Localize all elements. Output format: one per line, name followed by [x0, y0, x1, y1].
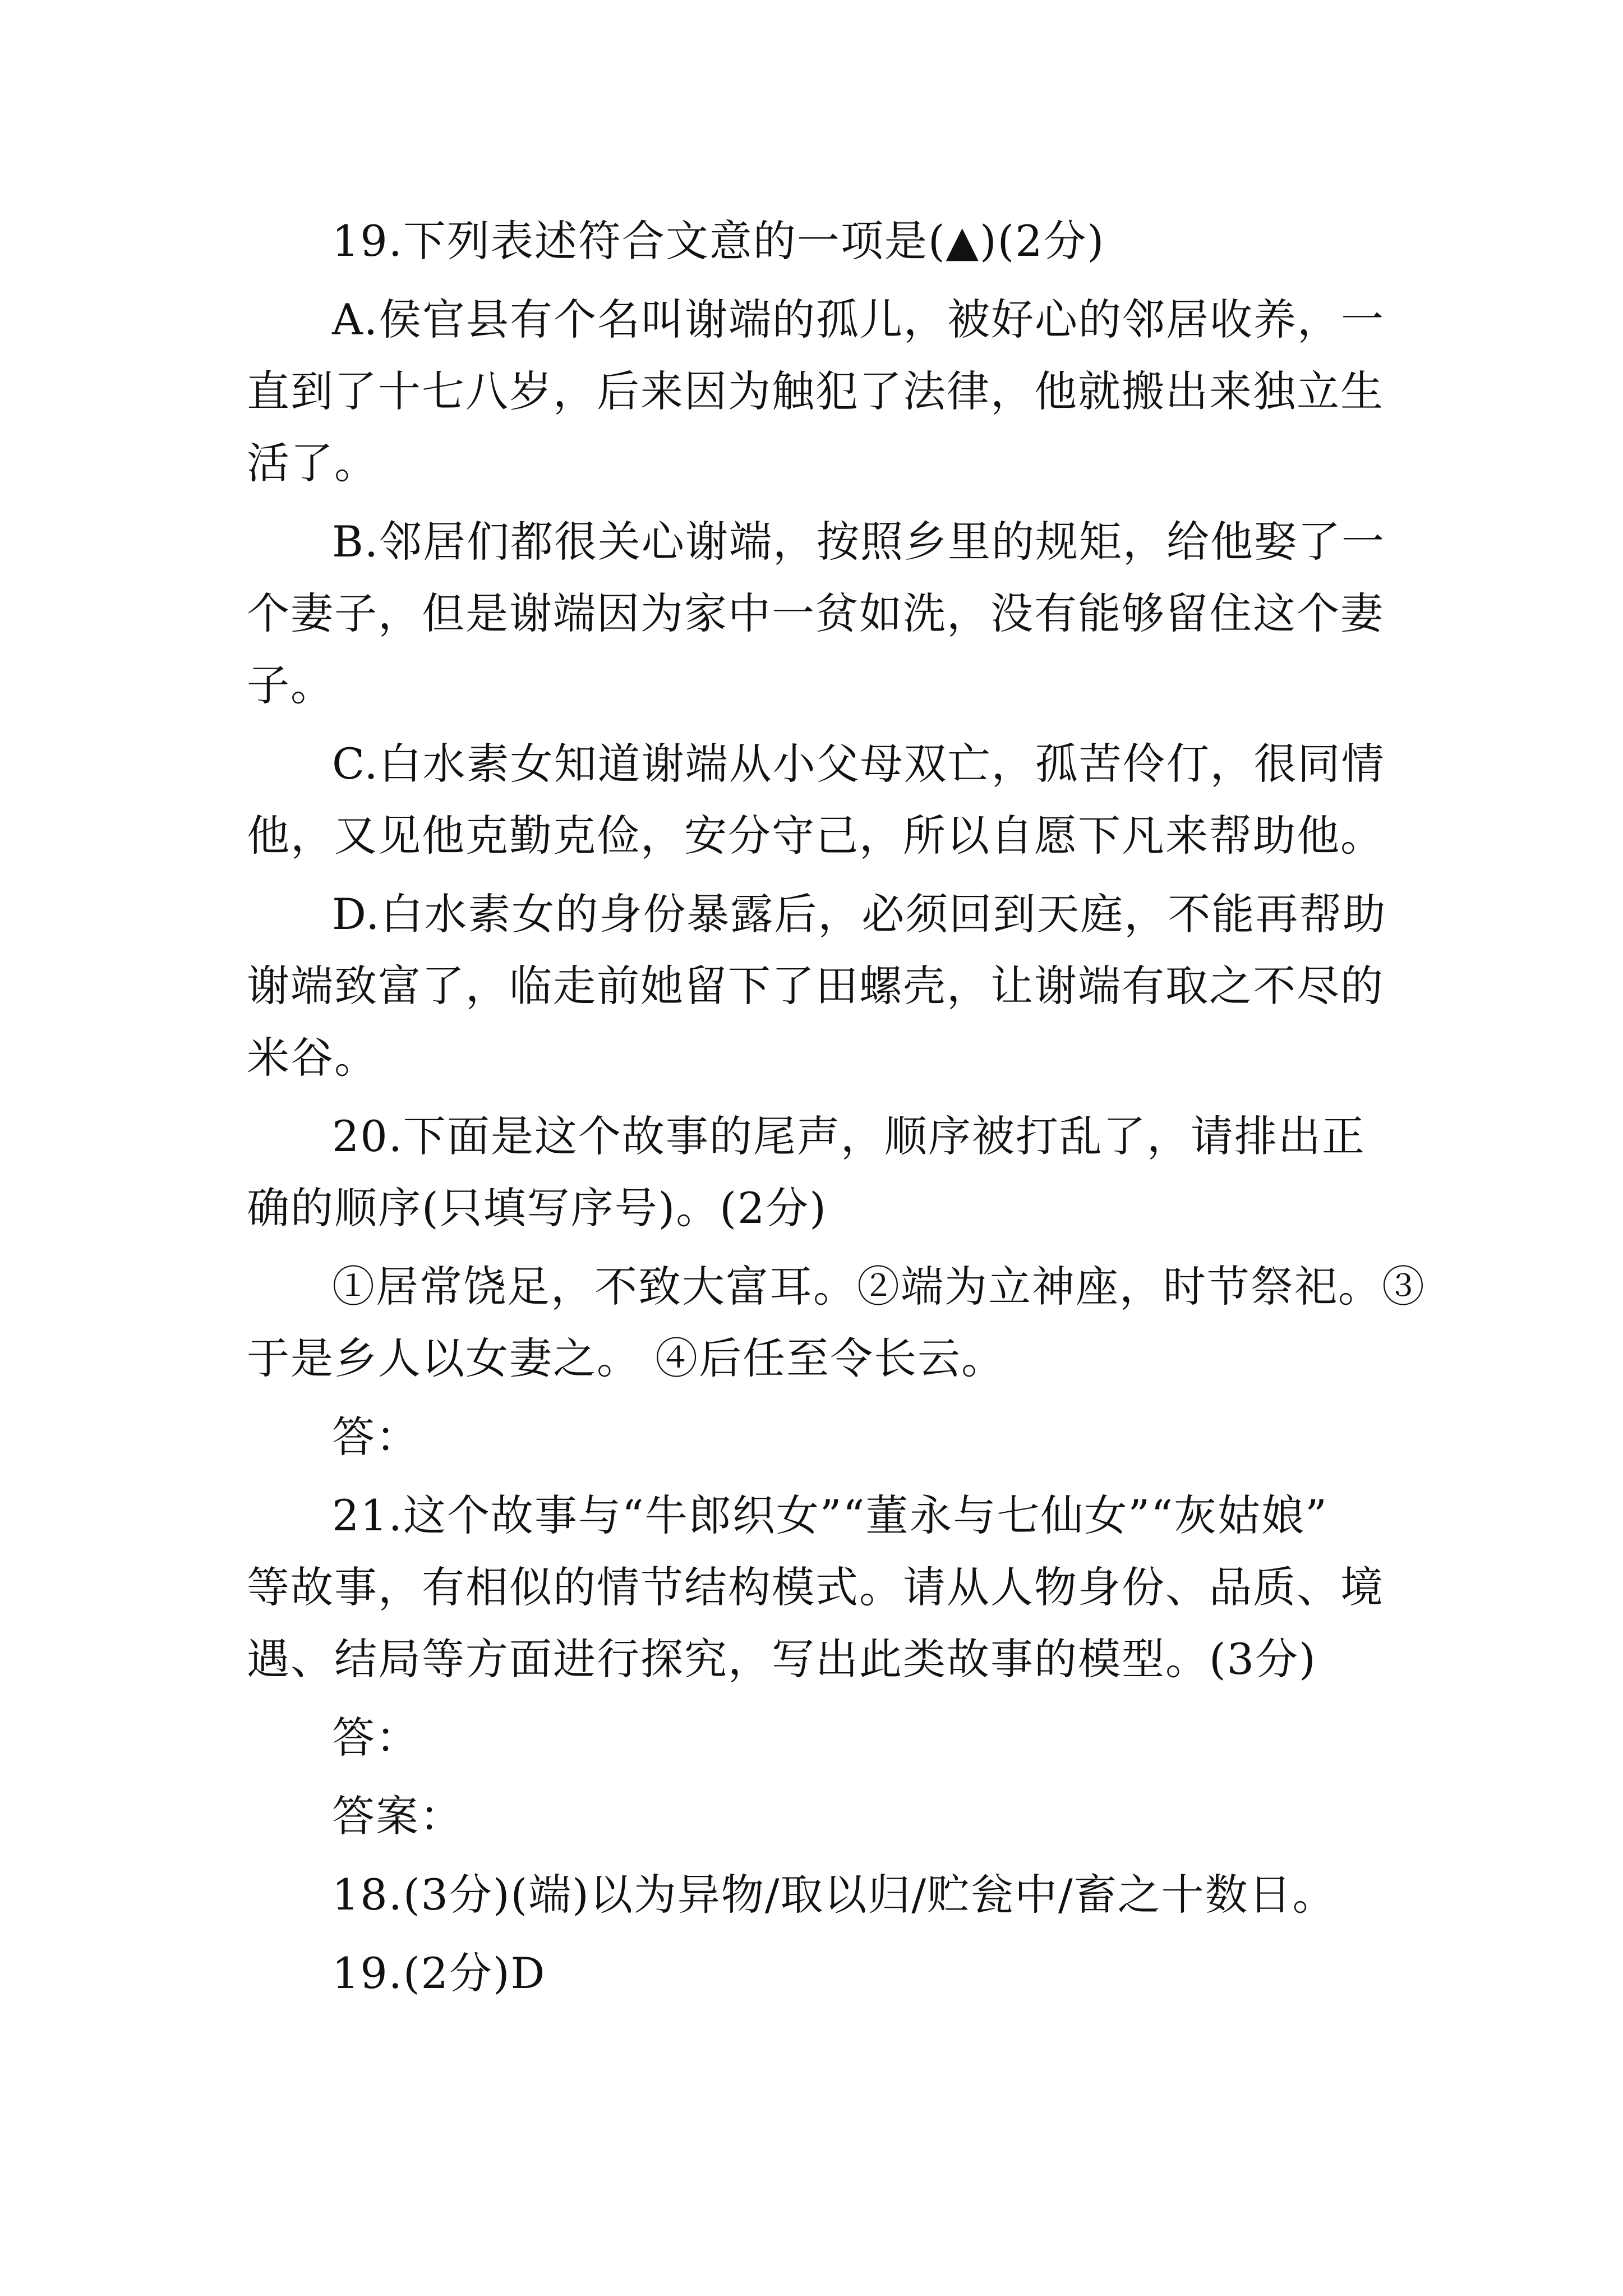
q19-option-c-line2: 他，又见他克勤克俭，安分守己，所以自愿下凡来帮助他。: [247, 811, 1384, 861]
q21-stem-line3: 遇、结局等方面进行探究，写出此类故事的模型。(3分): [247, 1634, 1317, 1684]
answer-19: 19.(2分)D: [332, 1948, 546, 1998]
q19-option-a-line3: 活了。: [247, 438, 378, 488]
q19-stem: 19.下列表述符合文意的一项是(▲)(2分): [332, 216, 1105, 266]
q19-option-d-line3: 米谷。: [247, 1033, 378, 1083]
q19-option-c-line1: C.白水素女知道谢端从小父母双亡，孤苦伶仃，很同情: [332, 739, 1385, 789]
answer-18: 18.(3分)(端)以为异物/取以归/贮瓮中/畜之十数日。: [332, 1870, 1336, 1920]
q20-answer-label: 答：: [332, 1412, 419, 1462]
q19-option-b-line3: 子。: [247, 660, 334, 710]
q19-option-d-line2: 谢端致富了，临走前她留下了田螺壳，让谢端有取之不尽的: [247, 961, 1384, 1011]
q21-answer-label: 答：: [332, 1713, 419, 1763]
q19-option-b-line2: 个妻子，但是谢端因为家中一贫如洗，没有能够留住这个妻: [247, 588, 1384, 638]
answers-heading: 答案：: [332, 1791, 463, 1841]
q19-option-a-line1: A.侯官县有个名叫谢端的孤儿，被好心的邻居收养，一: [332, 295, 1385, 344]
q21-stem-line2: 等故事，有相似的情节结构模式。请从人物身份、品质、境: [247, 1562, 1384, 1612]
q19-option-d-line1: D.白水素女的身份暴露后，必须回到天庭，不能再帮助: [332, 889, 1387, 939]
q19-option-a-line2: 直到了十七八岁，后来因为触犯了法律，他就搬出来独立生: [247, 366, 1384, 416]
q21-stem-line1: 21.这个故事与“牛郎织女”“董永与七仙女”“灰姑娘”: [332, 1490, 1328, 1540]
q20-stem-line2: 确的顺序(只填写序号)。(2分): [247, 1183, 827, 1233]
q20-stem-line1: 20.下面是这个故事的尾声，顺序被打乱了，请排出正: [332, 1111, 1366, 1161]
q20-items-line2: 于是乡人以女妻之。 ④后任至令长云。: [247, 1333, 1006, 1383]
q19-option-b-line1: B.邻居们都很关心谢端，按照乡里的规矩，给他娶了一: [332, 517, 1386, 567]
q20-items-line1: ①居常饶足，不致大富耳。②端为立神座，时节祭祀。③: [332, 1262, 1426, 1312]
